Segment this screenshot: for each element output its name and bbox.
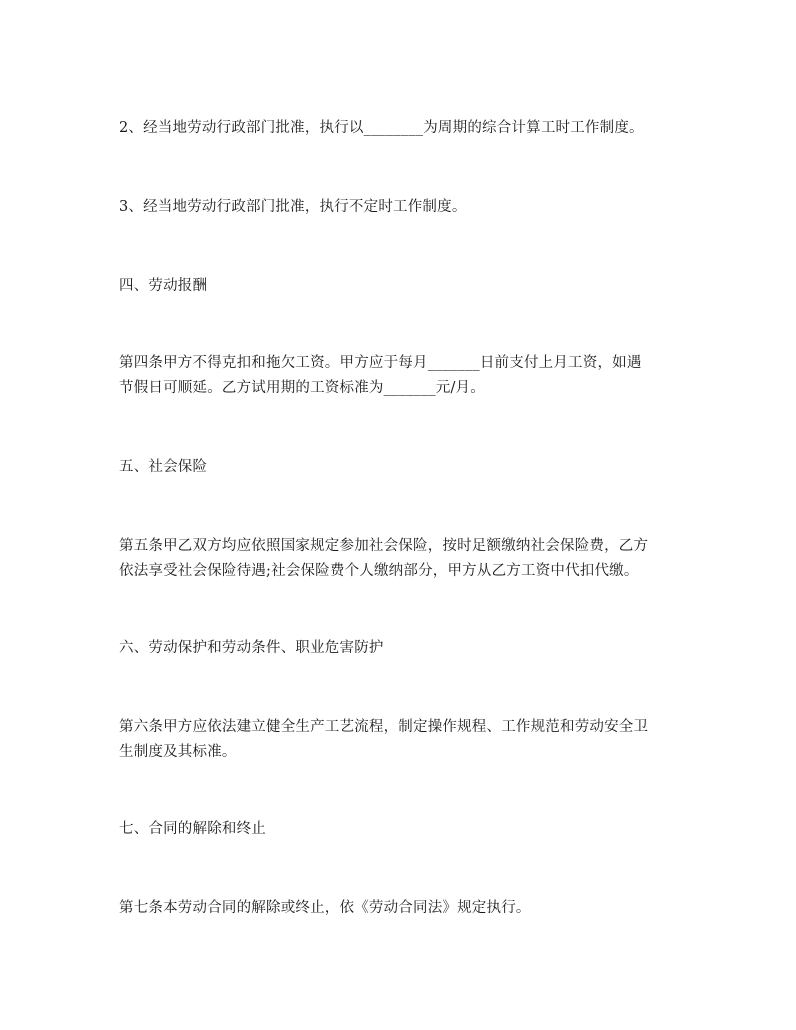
article-6-line-2: 生制度及其标准。 (119, 744, 237, 760)
section-heading-social-insurance: 五、社会保险 (119, 459, 208, 475)
article-7-line-1: 第七条本劳动合同的解除或终止，依《劳动合同法》规定执行。 (119, 900, 531, 916)
article-4-line-2: 节假日可顺延。乙方试用期的工资标准为_______元/月。 (119, 380, 485, 396)
article-4-line-1: 第四条甲方不得克扣和拖欠工资。甲方应于每月_______日前支付上月工资，如遇 (119, 355, 642, 371)
section-heading-remuneration: 四、劳动报酬 (119, 278, 208, 294)
section-heading-termination: 七、合同的解除和终止 (119, 821, 266, 837)
article-6-line-1: 第六条甲方应依法建立健全生产工艺流程，制定操作规程、工作规范和劳动安全卫 (119, 719, 649, 735)
clause-item-3: 3、经当地劳动行政部门批准，执行不定时工作制度。 (119, 199, 467, 215)
article-5-line-1: 第五条甲乙双方均应依照国家规定参加社会保险，按时足额缴纳社会保险费，乙方 (119, 538, 649, 554)
article-5-line-2: 依法享受社会保险待遇;社会保险费个人缴纳部分，甲方从乙方工资中代扣代缴。 (119, 563, 639, 579)
section-heading-labor-protection: 六、劳动保护和劳动条件、职业危害防护 (119, 640, 384, 656)
clause-item-2: 2、经当地劳动行政部门批准，执行以________为周期的综合计算工时工作制度。 (119, 120, 644, 136)
